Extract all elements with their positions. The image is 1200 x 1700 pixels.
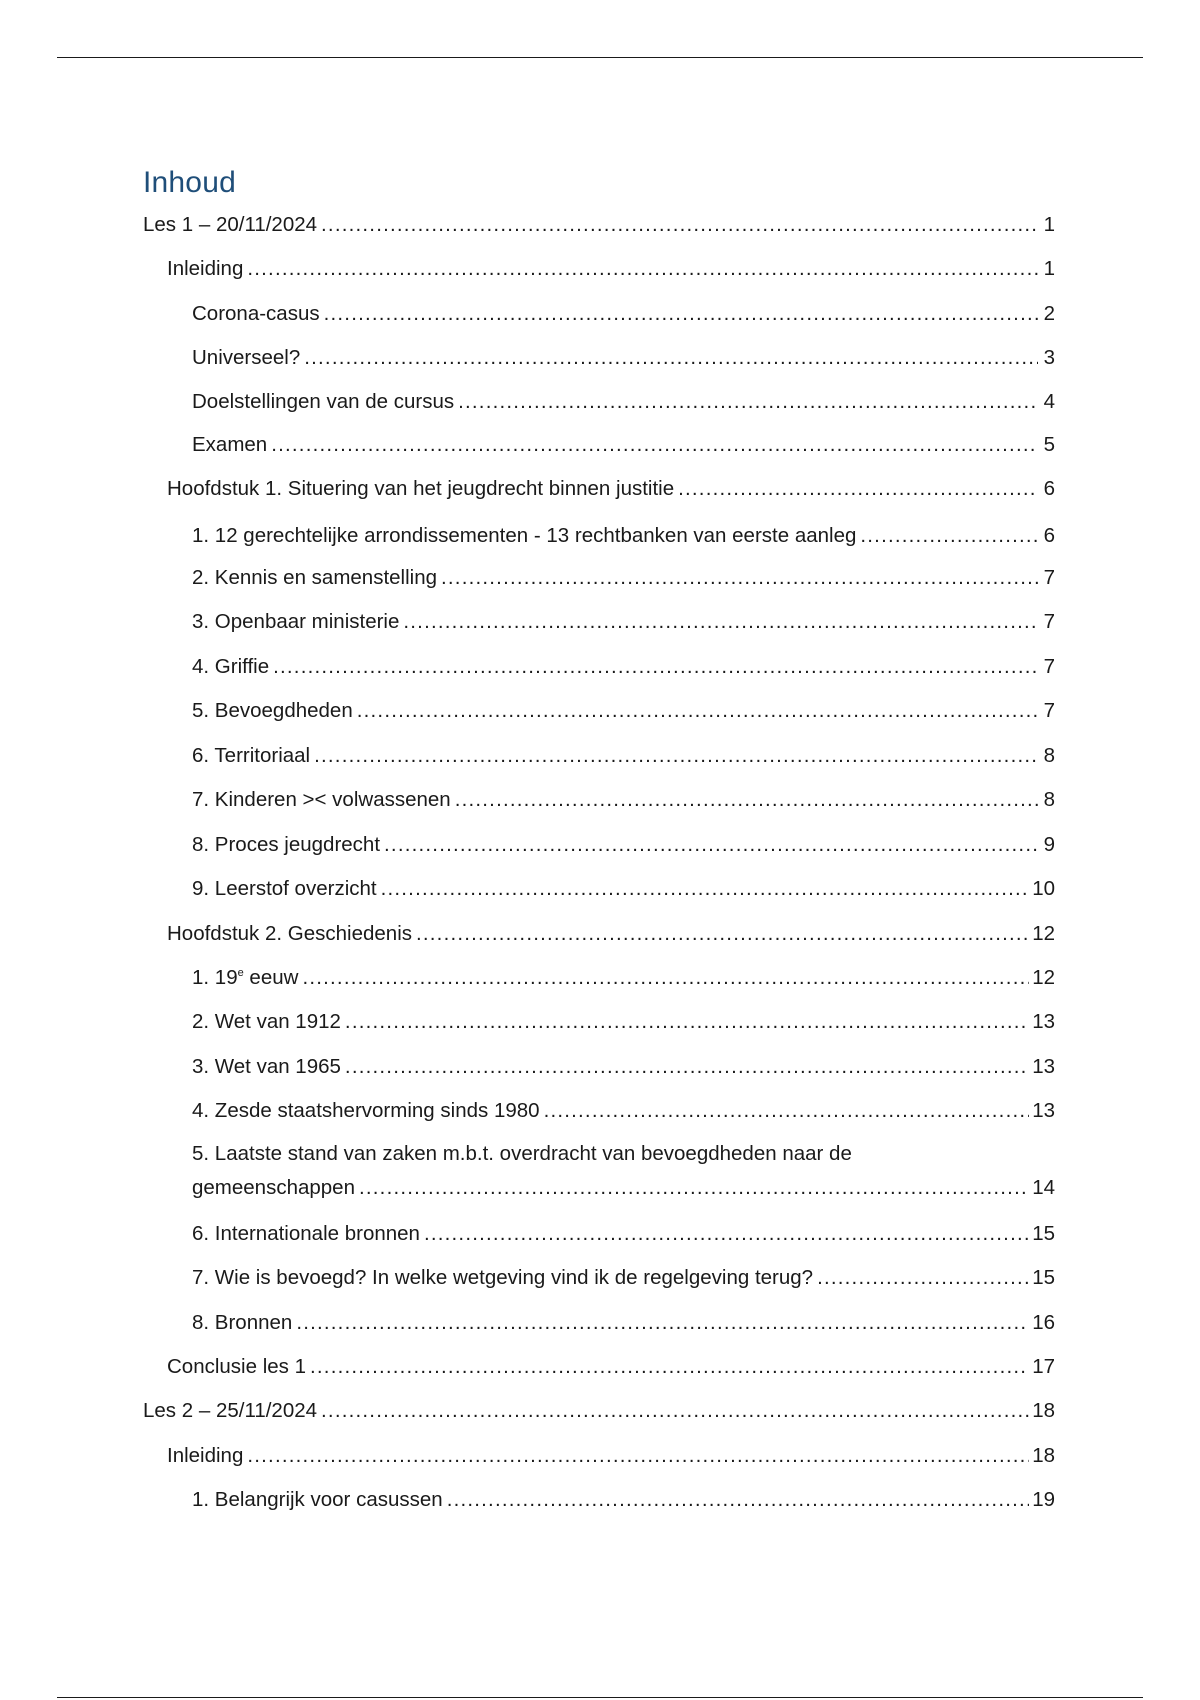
toc-entry-label: 4. Griffie: [192, 655, 270, 678]
toc-leader-dots: [381, 875, 1030, 903]
toc-entry-label: Doelstellingen van de cursus: [192, 390, 455, 413]
toc-entry-hoofdstuk-1[interactable]: [167, 475, 1055, 503]
toc-leader-dots: [273, 653, 1038, 681]
toc-entry-label: Corona-casus: [192, 302, 320, 325]
toc-leader-dots: [321, 211, 1038, 239]
toc-entry-19e-eeuw[interactable]: [192, 964, 1055, 992]
toc-entry-belangrijk-voor-casussen[interactable]: [192, 1486, 1055, 1514]
toc-entry-wet-1912[interactable]: [192, 1008, 1055, 1036]
toc-leader-dots: [324, 300, 1038, 328]
toc-entry-leerstof-overzicht[interactable]: [192, 875, 1055, 903]
toc-entry-bevoegdheden[interactable]: [192, 697, 1055, 725]
toc-title: Inhoud: [143, 166, 236, 199]
toc-entry-page: 13: [1032, 1099, 1055, 1122]
toc-entry-label: Inleiding: [167, 1444, 244, 1467]
footer-rule: [57, 1697, 1143, 1698]
toc-entry-les-1[interactable]: [143, 211, 1055, 239]
toc-entry-page: 17: [1032, 1355, 1055, 1378]
toc-entry-page: 1: [1043, 213, 1055, 236]
toc-leader-dots: [304, 344, 1038, 372]
toc-entry-label: Les 2 – 25/11/2024: [143, 1399, 318, 1422]
toc-entry-label: Universeel?: [192, 346, 301, 369]
toc-leader-dots: [544, 1097, 1030, 1125]
toc-entry-label: 1. 12 gerechtelijke arrondissementen - 13 rechtbanken van eerste aanleg: [192, 524, 857, 547]
toc-entry-label: 7. Wie is bevoegd? In welke wetgeving vind ik de regelgeving terug?: [192, 1266, 814, 1289]
toc-entry-page: 15: [1032, 1222, 1055, 1245]
toc-entry-page: 16: [1032, 1311, 1055, 1334]
toc-entry-label: 2. Kennis en samenstelling: [192, 566, 438, 589]
toc-entry-griffie[interactable]: [192, 653, 1055, 681]
toc-entry-page: 12: [1032, 922, 1055, 945]
toc-entry-label: Conclusie les 1: [167, 1355, 307, 1378]
toc-entry-territoriaal[interactable]: [192, 742, 1055, 770]
toc-entry-page: 14: [1032, 1176, 1055, 1199]
toc-leader-dots: [447, 1486, 1030, 1514]
toc-entry-page: 18: [1032, 1399, 1055, 1422]
toc-entry-label-line-1: 5. Laatste stand van zaken m.b.t. overdracht van bevoegdheden naar de: [192, 1142, 852, 1165]
toc-entry-hoofdstuk-2[interactable]: [167, 920, 1055, 948]
toc-entry-doelstellingen[interactable]: [192, 388, 1055, 416]
toc-entry-label-superscript: e: [237, 967, 244, 980]
toc-entry-page: 12: [1032, 966, 1055, 989]
toc-leader-dots: [424, 1220, 1029, 1248]
toc-leader-dots: [314, 742, 1038, 770]
toc-leader-dots: [403, 608, 1038, 636]
toc-entry-label: Hoofdstuk 1. Situering van het jeugdrecht binnen justitie: [167, 477, 675, 500]
toc-entry-les-2[interactable]: [143, 1397, 1055, 1425]
toc-leader-dots: [247, 1442, 1029, 1470]
toc-entry-label: 5. Bevoegdheden: [192, 699, 353, 722]
toc-entry-page: 7: [1043, 610, 1055, 633]
toc-leader-dots: [416, 920, 1029, 948]
toc-entry-openbaar-ministerie[interactable]: [192, 608, 1055, 636]
toc-entry-label: Examen: [192, 433, 268, 456]
toc-entry-label: 1. Belangrijk voor casussen: [192, 1488, 443, 1511]
toc-entry-universeel[interactable]: [192, 344, 1055, 372]
toc-leader-dots: [357, 697, 1038, 725]
toc-entry-label: [192, 964, 298, 992]
toc-leader-dots: [455, 786, 1038, 814]
toc-entry-proces-jeugdrecht[interactable]: [192, 831, 1055, 859]
toc-entry-arrondissementen[interactable]: [192, 522, 1055, 550]
toc-entry-page: 13: [1032, 1055, 1055, 1078]
toc-entry-page: 9: [1043, 833, 1055, 856]
toc-entry-page: 3: [1043, 346, 1055, 369]
toc-entry-label: 8. Proces jeugdrecht: [192, 833, 381, 856]
toc-entry-inleiding[interactable]: [167, 255, 1055, 283]
toc-leader-dots: [384, 831, 1038, 859]
toc-entry-label: Inleiding: [167, 257, 244, 280]
toc-entry-page: 6: [1043, 477, 1055, 500]
toc-leader-dots: [321, 1397, 1029, 1425]
toc-entry-page: 13: [1032, 1010, 1055, 1033]
toc-leader-dots: [345, 1008, 1029, 1036]
toc-entry-label-suffix: eeuw: [243, 966, 299, 989]
toc-entry-inleiding-les-2[interactable]: [167, 1442, 1055, 1470]
toc-leader-dots: [271, 431, 1038, 459]
toc-entry-label: 2. Wet van 1912: [192, 1010, 341, 1033]
toc-entry-page: 6: [1043, 524, 1055, 547]
toc-entry-page: 2: [1043, 302, 1055, 325]
toc-entry-label: 3. Openbaar ministerie: [192, 610, 400, 633]
toc-entry-page: 7: [1043, 655, 1055, 678]
toc-leader-dots: [458, 388, 1038, 416]
toc-entry-wie-is-bevoegd[interactable]: [192, 1264, 1055, 1292]
toc-entry-label: Hoofdstuk 2. Geschiedenis: [167, 922, 412, 945]
toc-entry-corona-casus[interactable]: [192, 300, 1055, 328]
toc-entry-label: Les 1 – 20/11/2024: [143, 213, 318, 236]
toc-entry-label-prefix: 1. 19: [192, 966, 238, 989]
toc-entry-page: 18: [1032, 1444, 1055, 1467]
toc-leader-dots: [247, 255, 1038, 283]
toc-leader-dots: [359, 1171, 1029, 1205]
toc-entry-label: 8. Bronnen: [192, 1311, 293, 1334]
toc-entry-kinderen[interactable]: [192, 786, 1055, 814]
toc-entry-page: 7: [1043, 566, 1055, 589]
toc-entry-page: 1: [1043, 257, 1055, 280]
toc-entry-page: 4: [1043, 390, 1055, 413]
toc-entry-page: 8: [1043, 744, 1055, 767]
toc-entry-label: 9. Leerstof overzicht: [192, 877, 377, 900]
toc-entry-zesde-staatshervorming[interactable]: [192, 1097, 1055, 1125]
toc-entry-wet-1965[interactable]: [192, 1053, 1055, 1081]
toc-leader-dots: [345, 1053, 1029, 1081]
toc-entry-bronnen[interactable]: [192, 1309, 1055, 1337]
toc-leader-dots: [441, 564, 1038, 592]
toc-entry-label: 4. Zesde staatshervorming sinds 1980: [192, 1099, 540, 1122]
toc-entry-page: 10: [1032, 877, 1055, 900]
toc-entry-page: 5: [1043, 433, 1055, 456]
toc-entry-label: 3. Wet van 1965: [192, 1055, 341, 1078]
toc-entry-label: 6. Territoriaal: [192, 744, 311, 767]
toc-leader-dots: [678, 475, 1038, 503]
toc-leader-dots: [302, 964, 1029, 992]
toc-entry-conclusie-les-1[interactable]: [167, 1353, 1055, 1381]
toc-leader-dots: [860, 522, 1038, 550]
toc-entry-label-line-2: gemeenschappen: [192, 1176, 355, 1199]
toc-entry-internationale-bronnen[interactable]: [192, 1220, 1055, 1248]
toc-leader-dots: [310, 1353, 1029, 1381]
toc-entry-label: 7. Kinderen >< volwassenen: [192, 788, 451, 811]
toc-leader-dots: [296, 1309, 1029, 1337]
toc-entry-label: 6. Internationale bronnen: [192, 1222, 420, 1245]
toc-entry-page: 8: [1043, 788, 1055, 811]
toc-entry-examen[interactable]: [192, 431, 1055, 459]
toc-leader-dots: [817, 1264, 1029, 1292]
toc-entry-page: 19: [1032, 1488, 1055, 1511]
toc-entry-laatste-stand[interactable]: [192, 1137, 1055, 1205]
toc-entry-second-line: [192, 1171, 1055, 1205]
toc-entry-page: 7: [1043, 699, 1055, 722]
toc-entry-page: 15: [1032, 1266, 1055, 1289]
toc-entry-kennis[interactable]: [192, 564, 1055, 592]
